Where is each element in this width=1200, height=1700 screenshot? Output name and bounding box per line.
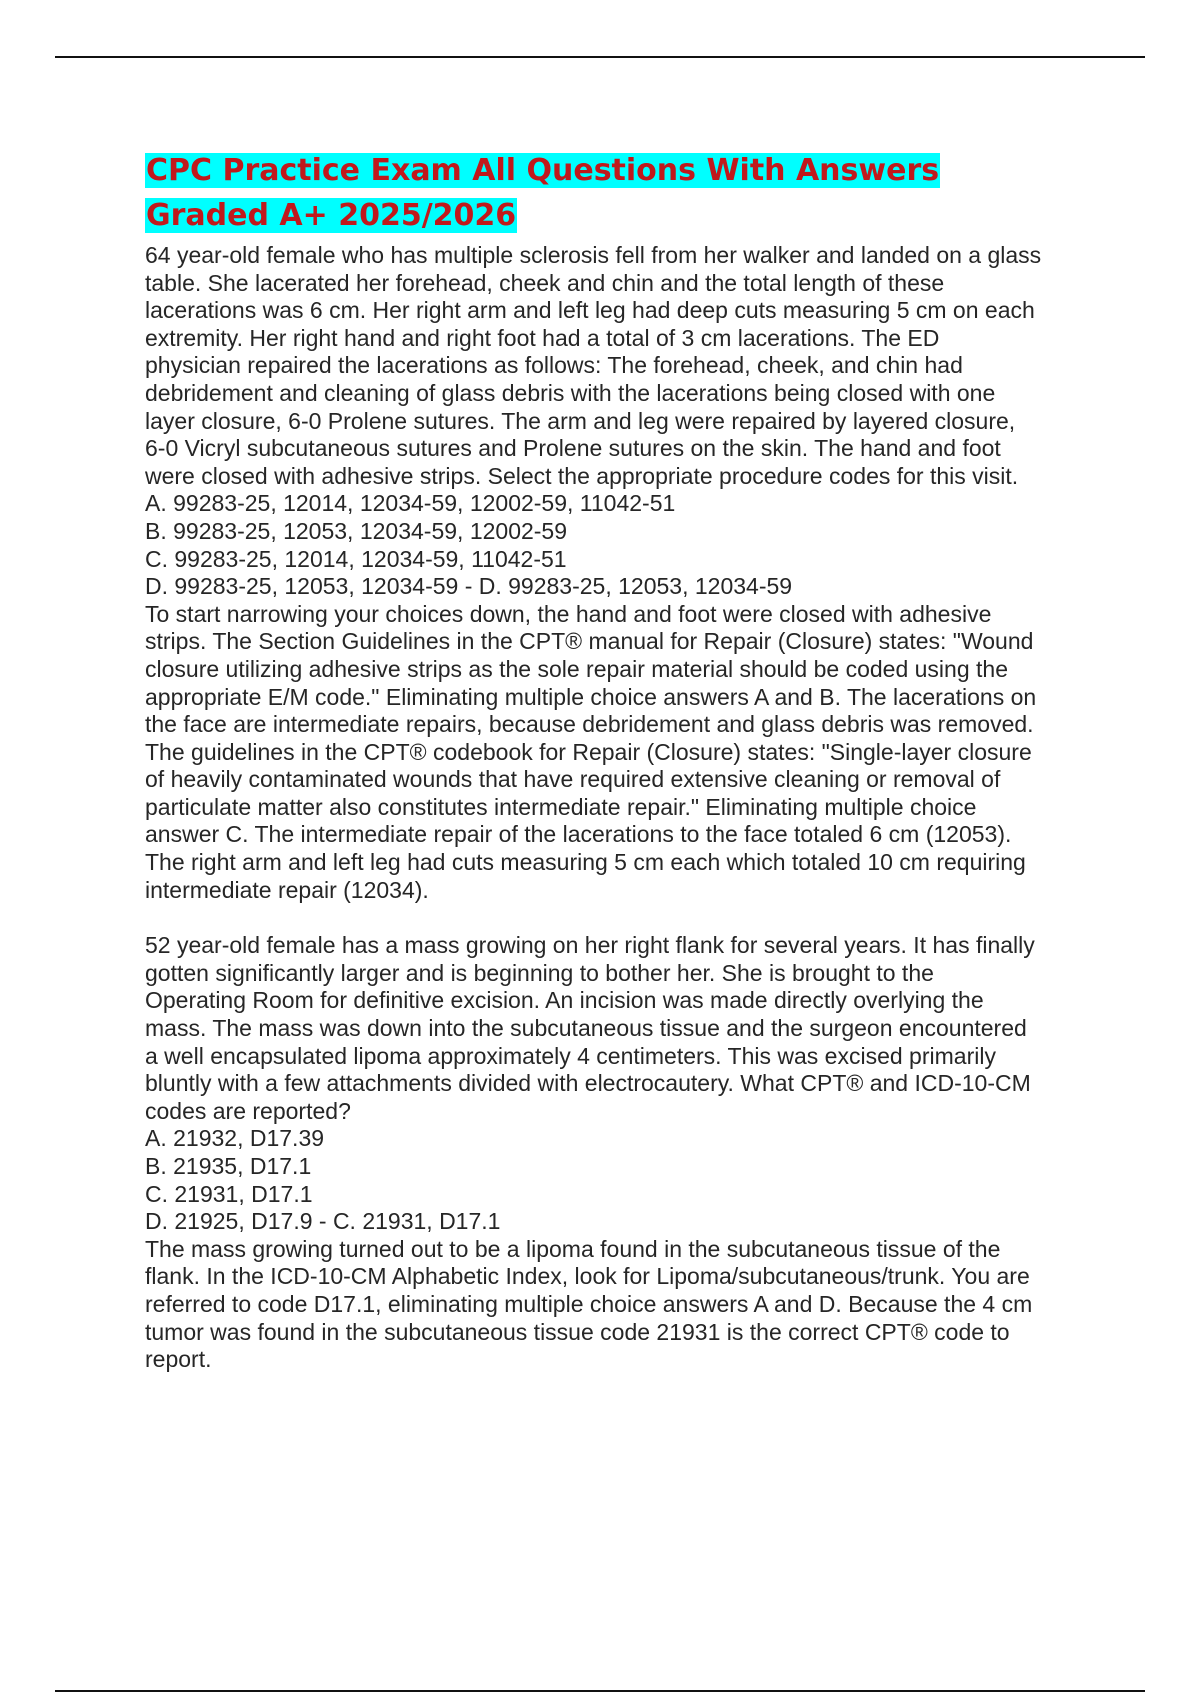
question-2-option-b: B. 21935, D17.1: [145, 1153, 312, 1179]
question-2-explanation: The mass growing turned out to be a lipoma found in the subcutaneous tissue of the flank. In the ICD-10-CM Alphabetic Index, look for Lipoma/subcutaneous/trunk. You are referred to code D17.1, eliminating multiple choice answers A and D. Because the 4 cm tumor was found in the subcutaneous tissue code 21931 is the correct CPT® code to report.: [145, 1235, 1033, 1373]
section-spacer: [145, 904, 1095, 932]
question-2-option-c: C. 21931, D17.1: [145, 1180, 313, 1207]
question-1-option-a: A. 99283-25, 12014, 12034-59, 12002-59, 11042-51: [145, 490, 676, 517]
header-rule: [55, 56, 1145, 58]
document-title: [145, 148, 1095, 238]
question-1-option-b: B. 99283-25, 12053, 12034-59, 12002-59: [145, 517, 568, 544]
document-body: [145, 148, 1095, 1374]
question-2-text: 52 year-old female has a mass growing on her right flank for several years. It has finally gotten significantly larger and is beginning to bother her. She is brought to the Operating Room for definitive excision. An incision was made directly overlying the mass. The mass was down into the subcutaneous tissue and the surgeon encountered a well encapsulated lipoma approximately 4 centimeters. This was excised primarily bluntly with a few attachments divided with electrocautery. What CPT® and ICD-10-CM codes are reported?: [145, 932, 1035, 1124]
footer-rule: [55, 1690, 1145, 1692]
question-1-option-d: D. 99283-25, 12053, 12034-59 - D. 99283-25, 12053, 12034-59: [145, 573, 793, 600]
question-2-option-d: D. 21925, D17.9 - C. 21931, D17.1: [145, 1208, 501, 1235]
question-1-text: 64 year-old female who has multiple sclerosis fell from her walker and landed on a glass table. She lacerated her forehead, cheek and chin and the total length of these lacerations was 6 cm. Her right arm and left leg had deep cuts measuring 5 cm on each extremity. Her right hand and right foot had a total of 3 cm lacerations. The ED physician repaired the lacerations as follows: The forehead, cheek, and chin had debridement and cleaning of glass debris with the lacerations being closed with one layer closure, 6-0 Prolene sutures. The arm and leg were repaired by layered closure, 6-0 Vicryl subcutaneous sutures and Prolene sutures on the skin. The hand and foot were closed with adhesive strips. Select the appropriate procedure codes for this visit.: [145, 242, 1042, 489]
title-line-1: CPC Practice Exam All Questions With Answers: [146, 153, 940, 188]
question-1-option-c: C. 99283-25, 12014, 12034-59, 11042-51: [145, 545, 567, 572]
title-line-2: Graded A+ 2025/2026: [146, 198, 517, 233]
question-2-option-a: A. 21932, D17.39: [145, 1125, 325, 1152]
question-1: [145, 242, 1095, 904]
question-2: [145, 932, 1095, 1374]
question-1-explanation: To start narrowing your choices down, the hand and foot were closed with adhesive strips. The Section Guidelines in the CPT® manual for Repair (Closure) states: "Wound closure utilizing adhesive strips as the sole repair material should be coded using the appropriate E/M code." Eliminating multiple choice answers A and B. The lacerations on the face are intermediate repairs, because debridement and glass debris was removed. The guidelines in the CPT® codebook for Repair (Closure) states: "Single-layer closure of heavily contaminated wounds that have required extensive cleaning or removal of particulate matter also constitutes intermediate repair." Eliminating multiple choice answer C. The intermediate repair of the lacerations to the face totaled 6 cm (12053). The right arm and left leg had cuts measuring 5 cm each which totaled 10 cm requiring intermediate repair (12034).: [145, 600, 1037, 903]
